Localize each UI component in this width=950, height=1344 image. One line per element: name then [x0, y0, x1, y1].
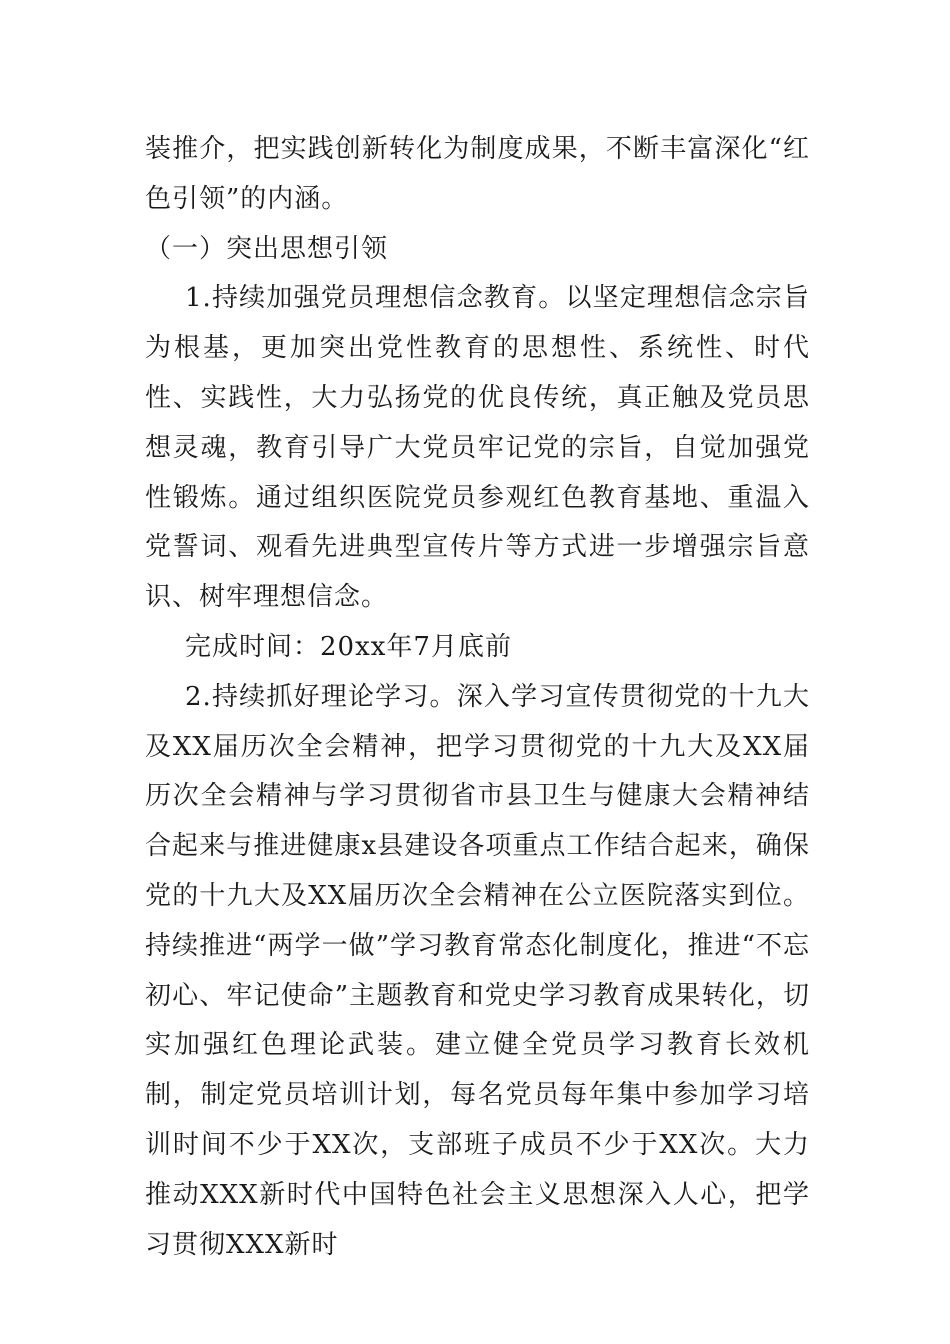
completion-time: 完成时间：20xx年7月底前	[185, 631, 512, 662]
paragraph-item-2: 2.持续抓好理论学习。深入学习宣传贯彻党的十九大及XX届历次全会精神，把学习贯彻党的十九大及XX届历次全会精神与学习贯彻省市县卫生与健康大会精神结合起来与推进健康x县建设各项重点工作结合起来，确保党的十九大及XX届历次全会精神在公立医院落实到位。持续推进“两学一做”学习教育常态化制度化，推进“不忘初心、牢记使命”主题教育和党史学习教育成果转化，切实加强红色理论武装。建立健全党员学习教育长效机制，制定党员培训计划，每名党员每年集中参加学习培训时间不少于XX次，支部班子成员不少于XX次。大力推动XXX新时代中国特色社会主义思想深入人心，把学习贯彻XXX新时	[145, 681, 810, 1260]
document-page	[145, 125, 810, 1270]
section-heading: （一）突出思想引领	[145, 233, 389, 264]
paragraph-continuation: 装推介，把实践创新转化为制度成果，不断丰富深化“红色引领”的内涵。	[145, 134, 810, 214]
paragraph-item-1: 1.持续加强党员理想信念教育。以坚定理想信念宗旨为根基，更加突出党性教育的思想性、系统性、时代性、实践性，大力弘扬党的优良传统，真正触及党员思想灵魂，教育引导广大党员牢记党的宗旨，自觉加强党性锻炼。通过组织医院党员参观红色教育基地、重温入党誓词、观看先进典型宣传片等方式进一步增强宗旨意识、树牢理想信念。	[145, 283, 810, 613]
